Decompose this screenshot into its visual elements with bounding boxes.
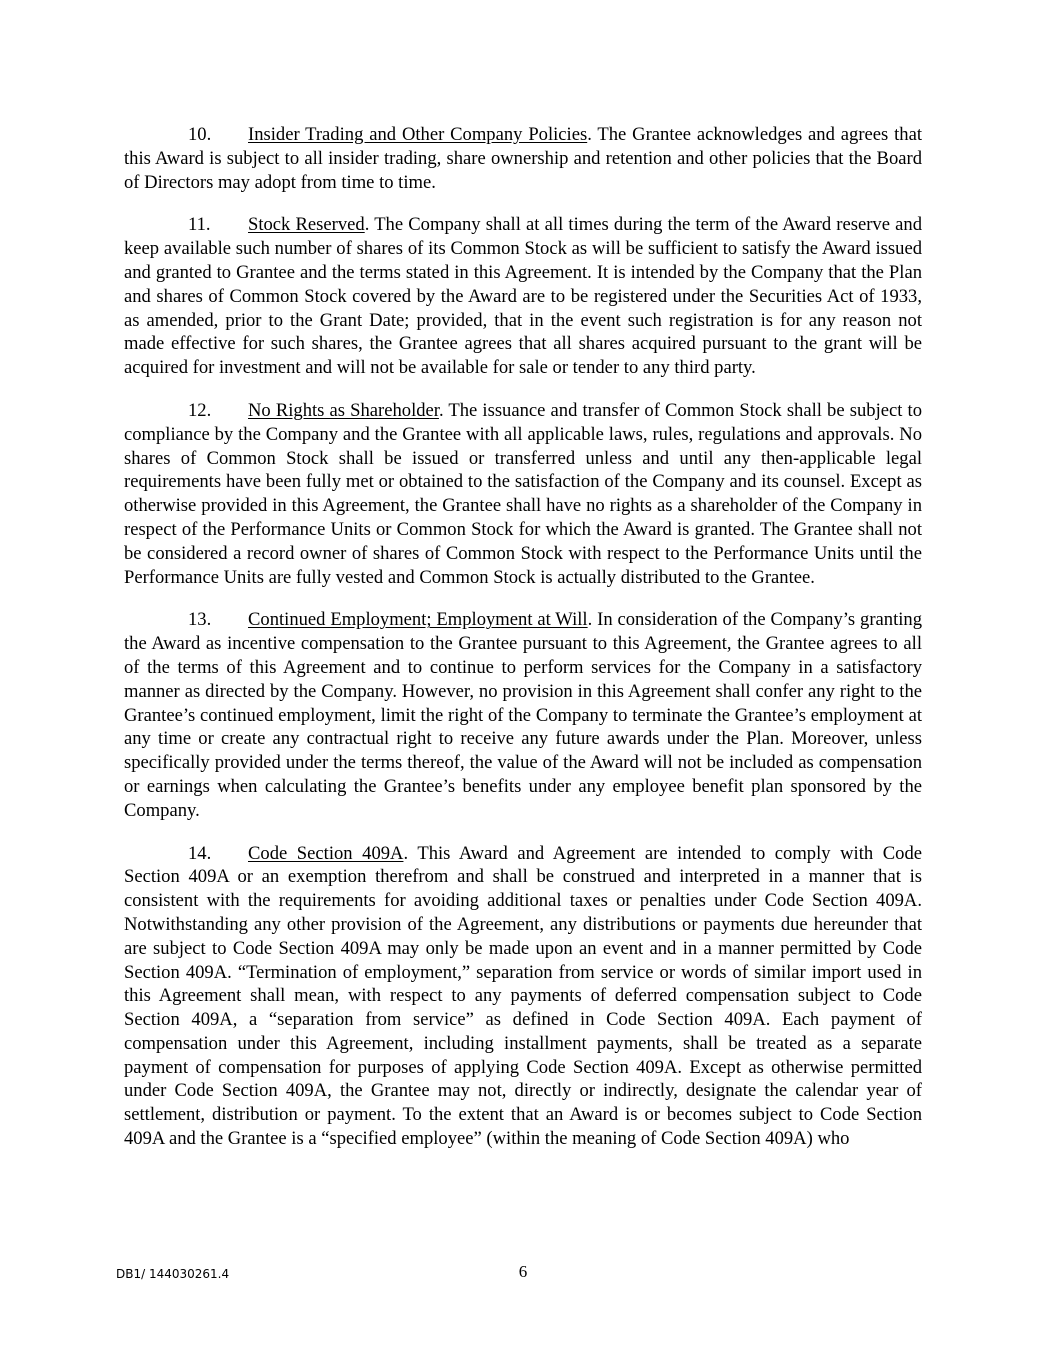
section-heading: Code Section 409A — [248, 842, 404, 864]
page-number: 6 — [518, 1262, 528, 1281]
section-heading: Insider Trading and Other Company Policies — [248, 124, 588, 145]
section-number: 12. — [188, 399, 212, 421]
section-body: . In consideration of the Company’s granting the Award as incentive compensation to the Grantee pursuant to this Agreement, the Grantee agrees to all of the terms of this Agreement and to continue to perform services for the Company in a satisfactory manner as directed by the Company. However, no provision in this Agreement shall confer any right to the Grantee’s continued employment, limit the right of the Company to terminate the Grantee’s employment at any time or create any contractual right to receive any future awards under the Plan. Moreover, unless specifically provided under the terms thereof, the value of the Award will not be included as compensation or earnings when calculating the Grantee’s benefits under any employee benefit plan sponsored by the Company. — [124, 609, 922, 821]
section-11 — [124, 213, 922, 380]
section-number: 13. — [188, 609, 212, 631]
section-number: 11. — [188, 214, 211, 236]
section-number: 10. — [188, 124, 212, 145]
section-heading: Continued Employment; Employment at Will — [248, 609, 588, 631]
document-page — [124, 123, 922, 1170]
section-12 — [124, 399, 922, 589]
section-10 — [124, 123, 922, 194]
section-number: 14. — [188, 842, 212, 864]
section-heading: No Rights as Shareholder — [248, 399, 439, 421]
section-body: . The Company shall at all times during the term of the Award reserve and keep available such number of shares of its Common Stock as will be sufficient to satisfy the Award issued and granted to Grantee and the terms stated in this Agreement. It is intended by the Company that the Plan and shares of Common Stock covered by the Award are to be registered under the Securities Act of 1933, as amended, prior to the Grant Date; provided, that in the event such registration is for any reason not made effective for such shares, the Grantee agrees that all shares acquired pursuant to the grant will be acquired for investment and will not be available for sale or tender to any third party. — [124, 214, 922, 379]
section-14 — [124, 842, 922, 1151]
section-body: . The issuance and transfer of Common Stock shall be subject to compliance by the Company and the Grantee with all applicable laws, rules, regulations and approvals. No shares of Common Stock shall be issued or transferred unless and until any then-applicable legal requirements have been fully met or obtained to the satisfaction of the Company and its counsel. Except as otherwise provided in this Agreement, the Grantee shall have no rights as a shareholder of the Company in respect of the Performance Units or Common Stock for which the Award is granted. The Grantee shall not be considered a record owner of shares of Common Stock with respect to the Performance Units until the Performance Units are fully vested and Common Stock is actually distributed to the Grantee. — [124, 399, 922, 588]
section-body: . This Award and Agreement are intended to comply with Code Section 409A or an exemption therefrom and shall be construed and interpreted in a manner that is consistent with the requirements for avoiding additional taxes or penalties under Code Section 409A. Notwithstanding any other provision of the Agreement, any distributions or payments due hereunder that are subject to Code Section 409A may only be made upon an event and in a manner permitted by Code Section 409A. “Termination of employment,” separation from service or words of similar import used in this Agreement shall mean, with respect to any payments of deferred compensation subject to Code Section 409A, a “separation from service” as defined in Code Section 409A. Each payment of compensation under this Agreement, including installment payments, shall be treated as a separate payment of compensation for purposes of applying Code Section 409A. Except as otherwise permitted under Code Section 409A, the Grantee may not, directly or indirectly, designate the calendar year of settlement, distribution or payment. To the extent that an Award is or becomes subject to Code Section 409A and the Grantee is a “specified employee” (within the meaning of Code Section 409A) who — [124, 842, 922, 1150]
section-heading: Stock Reserved — [248, 214, 365, 236]
document-id: DB1/ 144030261.4 — [116, 1267, 230, 1281]
section-body: . The Grantee acknowledges and agrees that this Award is subject to all insider trading, share ownership and retention and other policies that the Board of Directors may adopt from time to time. — [124, 124, 922, 193]
section-13 — [124, 608, 922, 822]
